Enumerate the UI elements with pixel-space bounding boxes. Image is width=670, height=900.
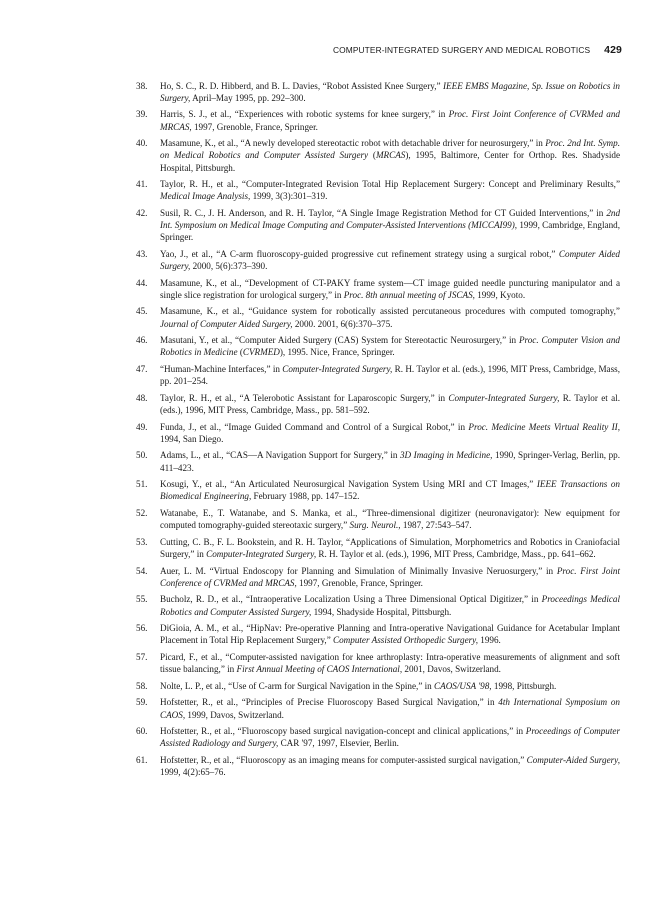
reference-text: [160, 306, 620, 328]
reference-text: [160, 652, 620, 674]
reference-text: [160, 364, 620, 386]
reference-text-segment: 1997, Grenoble, France, Springer.: [296, 577, 423, 588]
reference-text-segment: Funda, J., et al., “Image Guided Command and Control of a Surgical Robot,” in: [160, 421, 469, 432]
reference-number: 41.: [136, 179, 148, 190]
reference-text-segment: Kosugi, Y., et al., “An Articulated Neurosurgical Navigation System Using MRI and CT Images,”: [160, 479, 537, 490]
reference-item: [136, 449, 620, 473]
reference-number: 39.: [136, 109, 148, 120]
reference-text-segment: Auer, L. M. “Virtual Endoscopy for Planning and Simulation of Minimally Invasive Neruosurgery,” in: [160, 565, 557, 576]
reference-text-segment: Susil, R. C., J. H. Anderson, and R. H. Taylor, “A Single Image Registration Method for CT Guided Interventions,” in: [160, 207, 607, 218]
reference-text-segment: (: [237, 347, 243, 358]
reference-text: [160, 179, 620, 201]
reference-number: 45.: [136, 306, 148, 317]
reference-number: 47.: [136, 364, 148, 375]
reference-text-segment: R. H. Taylor et al. (eds.), 1996, MIT Press, Cambridge, Mass, pp. 201–254.: [160, 364, 620, 387]
reference-text: [160, 681, 556, 691]
reference-number: 48.: [136, 392, 148, 403]
reference-text-segment: Taylor, R. H., et al., “A Telerobotic Assistant for Laparoscopic Surgery,” in: [160, 392, 449, 403]
reference-source-italic: Computer Aided Surgery,: [160, 248, 620, 272]
reference-text-segment: Yao, J., et al., “A C-arm fluoroscopy-guided progressive cut refinement strategy using a surgical robot,”: [160, 248, 559, 259]
reference-source-italic: Proc. Computer Vision and Robotics in Medicine: [160, 335, 620, 358]
reference-source-italic: Proceedings of Computer Assisted Radiology and Surgery,: [160, 726, 621, 749]
reference-text-segment: Hofstetter, R., et al., “Principles of Precise Fluoroscopy Based Surgical Navigation,” in: [160, 697, 499, 708]
reference-text: [160, 594, 620, 616]
reference-number: 53.: [136, 536, 148, 547]
reference-item: [136, 392, 620, 416]
reference-text: [160, 566, 620, 588]
reference-text: [160, 138, 620, 172]
reference-text-segment: ), 1995, Baltimore, Center for Orthop. Res. Shadyside Hospital, Pittsburgh.: [160, 150, 620, 173]
reference-source-italic: Proceedings Medical Robotics and Computer Assisted Surgery,: [160, 594, 621, 617]
reference-source-italic: 4th International Symposium on CAOS,: [160, 697, 620, 720]
reference-source-italic: Computer-Aided Surgery,: [526, 755, 620, 766]
reference-item: [136, 536, 620, 560]
reference-text-segment: Masamune, K., et al., “Guidance system for robotically assisted percutaneous procedures with computed tomography,”: [160, 306, 620, 317]
reference-text-segment: Masamune, K., et al., “A newly developed stereotactic robot with detachable driver for neurosurgery,” in: [160, 138, 546, 149]
reference-text-segment: R. Taylor et al. (eds.), 1996, MIT Press, Cambridge, Mass., pp. 581–592.: [160, 392, 620, 416]
reference-text: [160, 249, 620, 271]
reference-source-italic: 3D Imaging in Medicine,: [399, 450, 493, 461]
reference-source-italic: Proc. 2nd Int. Symp. on Medical Robotics and Computer Assisted Surgery: [160, 138, 620, 161]
reference-item: [136, 305, 620, 329]
reference-number: 40.: [136, 138, 148, 149]
reference-text: [160, 208, 620, 242]
reference-text: [160, 393, 620, 415]
reference-source-italic: MRCAS: [375, 150, 406, 161]
reference-item: [136, 80, 620, 104]
running-title: COMPUTER-INTEGRATED SURGERY AND MEDICAL ROBOTICS: [333, 45, 591, 55]
reference-text: [160, 623, 620, 645]
reference-item: [136, 178, 620, 202]
reference-text-segment: 1990, Springer-Verlag, Berlin, pp. 411–423.: [160, 450, 620, 473]
reference-text: [160, 726, 620, 748]
reference-text-segment: Hofstetter, R., et al., “Fluoroscopy based surgical navigation-concept and clinical applications,” in: [160, 726, 526, 737]
reference-number: 43.: [136, 248, 148, 259]
reference-text-segment: Hofstetter, R., et al., “Fluoroscopy as an imaging means for computer-assisted surgical navigation,”: [160, 755, 527, 766]
reference-number: 51.: [136, 479, 148, 490]
reference-number: 44.: [136, 277, 148, 288]
reference-text: [160, 537, 620, 559]
reference-item: [136, 137, 620, 174]
reference-item: [136, 478, 620, 502]
reference-item: [136, 754, 620, 778]
reference-text-segment: 2001, Davos, Switzerland.: [402, 664, 501, 675]
reference-text-segment: 1997, Grenoble, France, Springer.: [191, 121, 318, 132]
reference-text-segment: 1999, Davos, Switzerland.: [185, 709, 284, 720]
reference-text-segment: Harris, S. J., et al., “Experiences with robotic systems for knee surgery,” in: [160, 109, 449, 120]
reference-source-italic: IEEE Transactions on Biomedical Engineering,: [160, 479, 620, 502]
reference-source-italic: Computer-Integrated Surgery,: [206, 549, 317, 560]
reference-source-italic: Proc. Medicine Meets Virtual Reality II,: [468, 421, 620, 432]
reference-text-segment: 1999, 4(2):65–76.: [160, 767, 226, 778]
reference-number: 61.: [136, 755, 148, 766]
reference-text: [160, 422, 620, 444]
page-header: [300, 44, 622, 56]
reference-item: [136, 363, 620, 387]
reference-text-segment: CAR '97, 1997, Elsevier, Berlin.: [278, 738, 399, 749]
reference-number: 52.: [136, 508, 148, 519]
reference-item: [136, 421, 620, 445]
reference-text-segment: Adams, L., et al., “CAS—A Navigation Support for Surgery,” in: [160, 450, 400, 461]
reference-text-segment: February 1988, pp. 147–152.: [251, 491, 360, 502]
reference-item: [136, 696, 620, 720]
reference-list: [136, 80, 620, 783]
reference-text: [160, 109, 620, 131]
reference-text-segment: 1999, Cambridge, England, Springer.: [160, 220, 620, 243]
reference-source-italic: IEEE EMBS Magazine, Sp. Issue on Robotics in Surgery,: [160, 80, 620, 103]
reference-source-italic: Computer-Integrated Surgery,: [282, 364, 393, 375]
reference-item: [136, 334, 620, 358]
reference-item: [136, 507, 620, 531]
reference-number: 46.: [136, 335, 148, 346]
reference-text-segment: “Human-Machine Interfaces,” in: [160, 364, 283, 375]
reference-source-italic: First Annual Meeting of CAOS International,: [236, 664, 403, 675]
reference-text-segment: ), 1995. Nice, France, Springer.: [279, 347, 395, 358]
reference-source-italic: Proc. First Joint Conference of CVRMed and MRCAS,: [160, 565, 621, 588]
reference-source-italic: Computer Assisted Orthopedic Surgery,: [333, 635, 479, 646]
reference-text-segment: 1994, San Diego.: [160, 433, 224, 444]
reference-source-italic: 2nd Int. Symposium on Medical Image Computing and Computer-Assisted Interventions (MICCAI99),: [160, 207, 620, 231]
reference-number: 58.: [136, 680, 148, 691]
reference-text: [160, 755, 620, 777]
reference-item: [136, 725, 620, 749]
reference-number: 55.: [136, 594, 148, 605]
reference-text-segment: 2000, 5(6):373–390.: [190, 261, 268, 272]
reference-text-segment: Ho, S. C., R. D. Hibberd, and B. L. Davies, “Robot Assisted Knee Surgery,”: [160, 80, 444, 91]
reference-item: [136, 207, 620, 244]
reference-text: [160, 697, 620, 719]
reference-text-segment: 2000. 2001, 6(6):370–375.: [292, 318, 393, 329]
reference-text-segment: Bucholz, R. D., et al., “Intraoperative Localization Using a Three Dimensional Optical Digitizer,” in: [160, 594, 542, 605]
reference-item: [136, 248, 620, 272]
reference-text-segment: April–May 1995, pp. 292–300.: [190, 92, 306, 103]
reference-text-segment: 1994, Shadyside Hospital, Pittsburgh.: [311, 606, 452, 617]
reference-text-segment: Nolte, L. P., et al., “Use of C-arm for Surgical Navigation in the Spine,” in: [160, 680, 435, 691]
reference-number: 50.: [136, 450, 148, 461]
reference-number: 49.: [136, 421, 148, 432]
reference-number: 59.: [136, 697, 148, 708]
reference-source-italic: CVRMED: [242, 347, 280, 358]
reference-text-segment: DiGioia, A. M., et al., “HipNav: Pre-operative Planning and Intra-operative Navigational Guidance for Acetabular Implant Placement in Total Hip Replacement Surgery,”: [160, 623, 620, 646]
reference-item: [136, 565, 620, 589]
reference-text-segment: Watanabe, E., T. Watanabe, and S. Manka, et al., “Three-dimensional digitizer (neuronavigator): New equipment for computed tomography-guided stereotaxic surgery,”: [160, 508, 620, 531]
reference-item: [136, 108, 620, 132]
reference-number: 42.: [136, 207, 148, 218]
reference-text: [160, 335, 620, 357]
reference-text: [160, 479, 620, 501]
reference-number: 54.: [136, 565, 148, 576]
reference-text: [160, 278, 620, 300]
reference-text-segment: (: [368, 150, 376, 161]
reference-number: 38.: [136, 80, 148, 91]
reference-number: 60.: [136, 726, 148, 737]
reference-source-italic: Proc. First Joint Conference of CVRMed and MRCAS,: [160, 109, 620, 132]
reference-source-italic: Journal of Computer Aided Surgery,: [160, 318, 293, 329]
reference-text-segment: Cutting, C. B., F. L. Bookstein, and R. H. Taylor, “Applications of Simulation, Morphometrics and Robotics in Craniofacial Surgery,” in: [160, 536, 620, 560]
reference-item: [136, 622, 620, 646]
reference-text-segment: 1996.: [478, 635, 501, 646]
reference-text-segment: 1998, Pittsburgh.: [491, 680, 557, 691]
reference-item: [136, 651, 620, 675]
reference-number: 57.: [136, 652, 148, 663]
reference-text-segment: 1999, Kyoto.: [474, 289, 526, 300]
reference-text: [160, 450, 620, 472]
reference-source-italic: Proc. 8th annual meeting of JSCAS,: [343, 289, 475, 300]
reference-item: [136, 593, 620, 617]
reference-source-italic: Computer-Integrated Surgery,: [448, 392, 560, 403]
reference-item: [136, 277, 620, 301]
reference-text: [160, 508, 620, 530]
reference-source-italic: Medical Image Analysis,: [160, 191, 251, 202]
reference-text-segment: Taylor, R. H., et al., “Computer-Integrated Revision Total Hip Replacement Surgery: Concept and Preliminary Results,”: [160, 179, 620, 190]
reference-source-italic: CAOS/USA '98,: [434, 680, 492, 691]
reference-number: 56.: [136, 623, 148, 634]
reference-text-segment: R. H. Taylor et al. (eds.), 1996, MIT Press, Cambridge, Mass., pp. 641–662.: [316, 549, 596, 560]
page-number: 429: [604, 44, 622, 56]
reference-text-segment: 1999, 3(3):301–319.: [250, 191, 328, 202]
reference-source-italic: Surg. Neurol.,: [349, 520, 401, 531]
reference-item: [136, 680, 620, 692]
reference-text-segment: Picard, F., et al., “Computer-assisted navigation for knee arthroplasty: Intra-operative measurements of alignment and soft tissue balancing,” in: [160, 652, 620, 675]
reference-text: [160, 81, 620, 103]
reference-text-segment: Masutani, Y., et al., “Computer Aided Surgery (CAS) System for Stereotactic Neurosurgery,” in: [160, 335, 519, 346]
reference-text-segment: 1987, 27:543–547.: [400, 520, 472, 531]
reference-text-segment: Masamune, K., et al., “Development of CT-PAKY frame system—CT image guided needle puncturing manipulator and a single slice registration for urological surgery,” in: [160, 277, 620, 300]
